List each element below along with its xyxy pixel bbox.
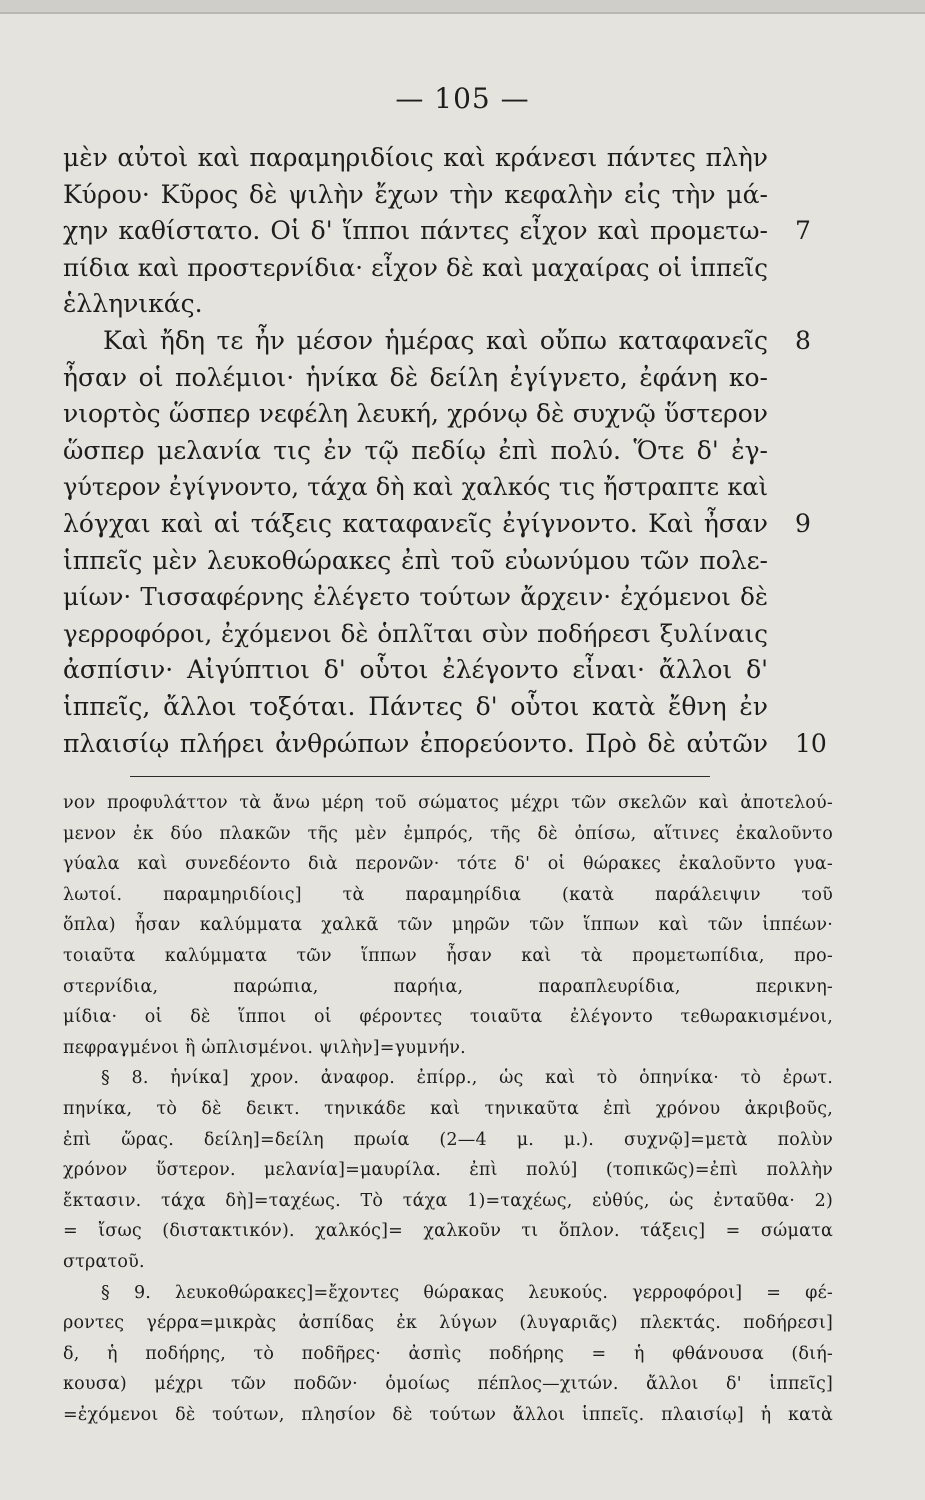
text-line: χην καθίστατο. Οἱ δ' ἵπποι πάντες εἶχον καὶ προμετω- — [63, 216, 768, 246]
note-line: τοιαῦτα καλύμματα τῶν ἵππων ἦσαν καὶ τὰ προμετωπίδια, προ- — [63, 945, 833, 966]
page-number: — 105 — — [395, 82, 530, 115]
text-line: μίων· Τισσαφέρνης ἐλέγετο τούτων ἄρχειν· ἐχόμενοι δὲ — [63, 582, 768, 612]
note-line: δ, ἡ ποδήρης, τὸ ποδῆρες· ἀσπὶς ποδήρης = ἡ φθάνουσα (διή- — [63, 1343, 833, 1364]
note-line: =ἐχόμενοι δὲ τούτων, πλησίον δὲ τούτων ἄλλοι ἱππεῖς. πλαισίῳ] ἡ κατὰ — [63, 1404, 833, 1425]
margin-number: 7 — [795, 216, 811, 246]
text-line: γερροφόροι, ἐχόμενοι δὲ ὁπλῖται σὺν ποδήρεσι ξυλίναις — [63, 618, 768, 648]
note-line: νον προφυλάττον τὰ ἄνω μέρη τοῦ σώματος μέχρι τῶν σκελῶν καὶ ἀποτελού- — [63, 793, 833, 813]
note-line: § 8. ἡνίκα] χρον. ἀναφορ. ἐπίρρ., ὡς καὶ τὸ ὁπηνίκα· τὸ ἐρωτ. — [101, 1068, 833, 1089]
text-line: μὲν αὐτοὶ καὶ παραμηριδίοις καὶ κράνεσι πάντες πλὴν — [63, 143, 768, 172]
page-top-edge — [0, 0, 925, 14]
text-line: ἱππεῖς μὲν λευκοθώρακες ἐπὶ τοῦ εὐωνύμου τῶν πολε- — [63, 545, 768, 575]
commentary-notes — [63, 788, 833, 1430]
margin-number: 8 — [795, 326, 811, 355]
text-line: γύτερον ἐγίγνοντο, τάχα δὴ καὶ χαλκός τις ἤστραπτε καὶ — [63, 473, 768, 502]
note-line: χρόνον ὕστερον. μελανία]=μαυρίλα. ἐπὶ πολύ] (τοπικῶς)=ἐπὶ πολλὴν — [63, 1160, 833, 1181]
text-line: ἦσαν οἱ πολέμιοι· ἡνίκα δὲ δείλη ἐγίγνετο, ἐφάνη κο- — [63, 362, 768, 392]
text-line: Καὶ ἤδη τε ἦν μέσον ἡμέρας καὶ οὔπω καταφανεῖς — [103, 325, 768, 355]
footnote-rule — [130, 776, 710, 777]
note-line: ροντες γέρρα=μικρὰς ἀσπίδας ἐκ λύγων (λυγαριᾶς) πλεκτάς. ποδήρεσι] — [63, 1313, 833, 1334]
note-line: = ἴσως (διστακτικόν). χαλκός]= χαλκοῦν τι ὅπλον. τάξεις] = σώματα — [63, 1221, 833, 1242]
note-line: μενον ἐκ δύο πλακῶν τῆς μὲν ἐμπρός, τῆς δὲ ὀπίσω, αἵτινες ἐκαλοῦντο — [63, 823, 833, 844]
note-line: ἐπὶ ὥρας. δείλη]=δείλη πρωία (2—4 μ. μ.). συχνῷ]=μετὰ πολὺν — [63, 1129, 833, 1150]
text-line: νιορτὸς ὥσπερ νεφέλη λευκή, χρόνῳ δὲ συχνῷ ὕστερον — [63, 399, 768, 429]
note-line: λωτοί. παραμηριδίοις] τὰ παραμηρίδια (κατὰ παράλειψιν τοῦ — [63, 884, 833, 905]
note-line: πεφραγμένοι ἢ ὡπλισμένοι. ψιλὴν]=γυμνήν. — [63, 1037, 466, 1058]
text-line: Κύρου· Κῦρος δὲ ψιλὴν ἔχων τὴν κεφαλὴν εἰς τὴν μά- — [63, 179, 768, 209]
text-line: λόγχαι καὶ αἱ τάξεις καταφανεῖς ἐγίγνοντο. Καὶ ἦσαν — [63, 508, 768, 538]
text-line: πλαισίῳ πλήρει ἀνθρώπων ἐπορεύοντο. Πρὸ δὲ αὐτῶν — [63, 728, 768, 758]
margin-number: 9 — [795, 509, 811, 538]
text-line: ἑλληνικάς. — [63, 289, 203, 319]
note-line: στερνίδια, παρώπια, παρήια, παραπλευρίδια, περικνη- — [63, 976, 833, 997]
note-line: μίδια· οἱ δὲ ἵπποι οἱ φέροντες τοιαῦτα ἐλέγοντο τεθωρακισμένοι, — [63, 1007, 833, 1028]
text-line: ὥσπερ μελανία τις ἐν τῷ πεδίῳ ἐπὶ πολύ. Ὅτε δ' ἐγ- — [63, 435, 768, 465]
main-text — [63, 140, 768, 762]
note-line: πηνίκα, τὸ δὲ δεικτ. τηνικάδε καὶ τηνικαῦτα ἐπὶ χρόνου ἀκριβοῦς, — [63, 1098, 833, 1119]
text-line: ἀσπίσιν· Αἰγύπτιοι δ' οὗτοι ἐλέγοντο εἶναι· ἄλλοι δ' — [63, 655, 768, 685]
note-line: στρατοῦ. — [63, 1251, 145, 1272]
note-line: κουσα) μέχρι τῶν ποδῶν· ὁμοίως πέπλος—χιτών. ἄλλοι δ' ἱππεῖς] — [63, 1374, 833, 1395]
note-line: ἔκτασιν. τάχα δὴ]=ταχέως. Τὸ τάχα 1)=ταχέως, εὐθύς, ὡς ἐνταῦθα· 2) — [63, 1190, 833, 1211]
note-line: § 9. λευκοθώρακες]=ἔχοντες θώρακας λευκούς. γερροφόροι] = φέ- — [101, 1282, 833, 1303]
text-line: ἱππεῖς, ἄλλοι τοξόται. Πάντες δ' οὗτοι κατὰ ἔθνη ἐν — [63, 691, 768, 721]
margin-number: 10 — [795, 728, 827, 758]
text-line: πίδια καὶ προστερνίδια· εἶχον δὲ καὶ μαχαίρας οἱ ἱππεῖς — [63, 252, 768, 282]
note-line: ὅπλα) ἦσαν καλύμματα χαλκᾶ τῶν μηρῶν τῶν ἵππων καὶ τῶν ἱππέων· — [63, 915, 833, 936]
note-line: γύαλα καὶ συνεδέοντο διὰ περονῶν· τότε δ' οἱ θώρακες ἐκαλοῦντο γυα- — [63, 854, 833, 875]
